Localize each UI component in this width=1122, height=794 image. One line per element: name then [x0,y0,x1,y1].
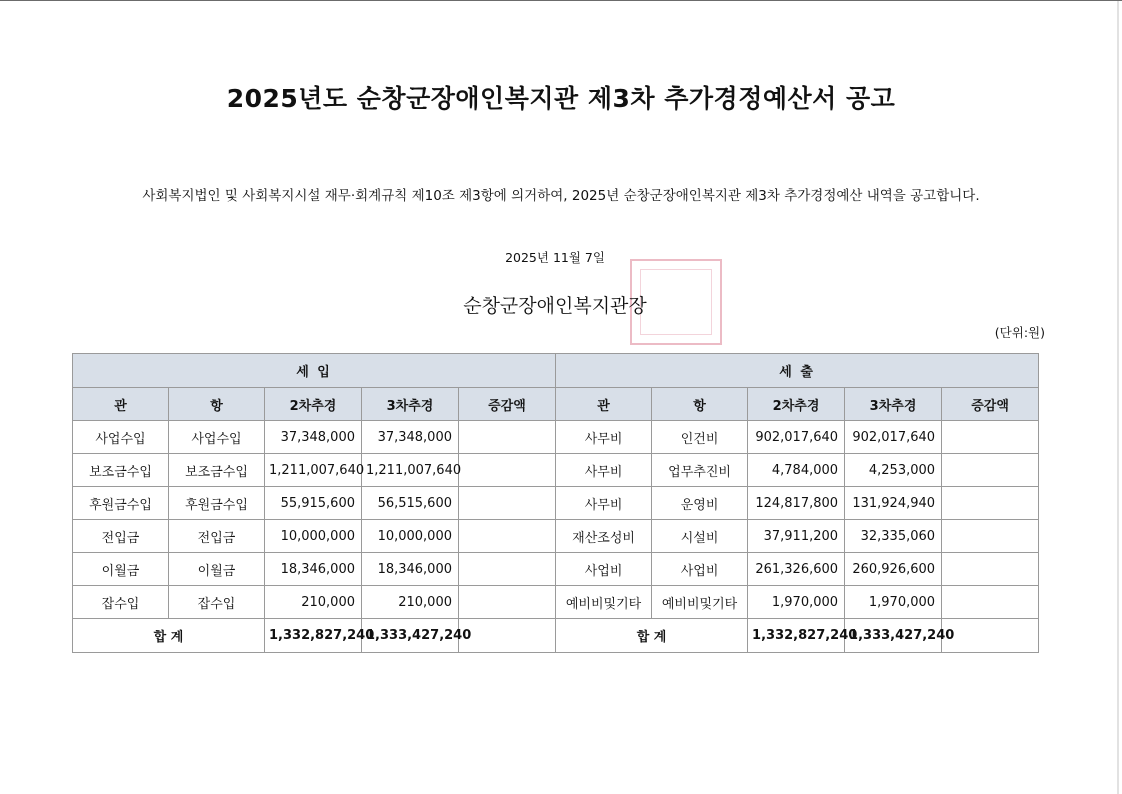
table-row [73,487,1039,520]
expense-col-gwan: 관 [556,388,652,421]
income-cell-second: 55,915,600 [265,487,362,520]
income-total-third: 1,333,427,240 [362,619,459,653]
expense-cell-hang: 시설비 [652,520,748,553]
expense-col-hang: 항 [652,388,748,421]
income-cell-hang: 후원금수입 [169,487,265,520]
expense-cell-gwan: 예비비및기타 [556,586,652,619]
income-cell-change [459,520,556,553]
expense-cell-gwan: 사무비 [556,454,652,487]
table-row [73,454,1039,487]
income-total-label: 합 계 [73,619,265,653]
expense-cell-hang: 사업비 [652,553,748,586]
expense-cell-change [942,454,1039,487]
expense-cell-third: 902,017,640 [845,421,942,454]
expense-cell-third: 131,924,940 [845,487,942,520]
table-row [73,421,1039,454]
income-cell-third: 37,348,000 [362,421,459,454]
expense-col-third: 3차추경 [845,388,942,421]
income-total-change [459,619,556,653]
document-title: 2025년도 순창군장애인복지관 제3차 추가경정예산서 공고 [226,84,896,113]
expense-cell-gwan: 사무비 [556,421,652,454]
income-cell-hang: 보조금수입 [169,454,265,487]
director-name: 순창군장애인복지관장 [463,295,647,317]
expense-total-change [942,619,1039,653]
income-col-hang: 항 [169,388,265,421]
income-section-header: 세 입 [73,354,556,388]
expense-cell-gwan: 사업비 [556,553,652,586]
income-cell-change [459,586,556,619]
expense-cell-gwan: 재산조성비 [556,520,652,553]
income-cell-second: 210,000 [265,586,362,619]
table-row [73,586,1039,619]
budget-table [72,353,1039,653]
income-cell-hang: 전입금 [169,520,265,553]
expense-cell-change [942,487,1039,520]
income-cell-change [459,454,556,487]
expense-cell-change [942,586,1039,619]
expense-cell-second: 37,911,200 [748,520,845,553]
income-cell-third: 10,000,000 [362,520,459,553]
expense-cell-hang: 운영비 [652,487,748,520]
income-cell-second: 1,211,007,640 [265,454,362,487]
income-cell-change [459,487,556,520]
expense-total-label: 합 계 [556,619,748,653]
expense-cell-third: 1,970,000 [845,586,942,619]
scan-edge [1117,1,1119,794]
expense-col-change: 증감액 [942,388,1039,421]
expense-col-second: 2차추경 [748,388,845,421]
income-cell-hang: 잡수입 [169,586,265,619]
income-col-third: 3차추경 [362,388,459,421]
income-cell-change [459,553,556,586]
expense-cell-second: 1,970,000 [748,586,845,619]
expense-cell-change [942,553,1039,586]
expense-cell-third: 260,926,600 [845,553,942,586]
announcement-date: 2025년 11월 7일 [505,250,605,265]
expense-cell-third: 4,253,000 [845,454,942,487]
income-total-second: 1,332,827,240 [265,619,362,653]
income-cell-hang: 사업수입 [169,421,265,454]
income-col-change: 증감액 [459,388,556,421]
expense-total-third: 1,333,427,240 [845,619,942,653]
expense-cell-second: 261,326,600 [748,553,845,586]
income-cell-third: 210,000 [362,586,459,619]
income-col-gwan: 관 [73,388,169,421]
unit-label: (단위:원) [994,325,1045,340]
income-col-second: 2차추경 [265,388,362,421]
column-header-row [73,388,1039,421]
income-cell-third: 18,346,000 [362,553,459,586]
income-cell-third: 56,515,600 [362,487,459,520]
expense-cell-hang: 예비비및기타 [652,586,748,619]
expense-total-second: 1,332,827,240 [748,619,845,653]
expense-cell-gwan: 사무비 [556,487,652,520]
expense-section-header: 세 출 [556,354,1039,388]
expense-cell-second: 124,817,800 [748,487,845,520]
income-cell-second: 37,348,000 [265,421,362,454]
expense-cell-hang: 인건비 [652,421,748,454]
income-cell-change [459,421,556,454]
table-row [73,553,1039,586]
expense-cell-third: 32,335,060 [845,520,942,553]
income-cell-third: 1,211,007,640 [362,454,459,487]
expense-cell-second: 4,784,000 [748,454,845,487]
income-cell-gwan: 전입금 [73,520,169,553]
income-cell-gwan: 보조금수입 [73,454,169,487]
income-cell-hang: 이월금 [169,553,265,586]
intro-text: 사회복지법인 및 사회복지시설 재무·회계규칙 제10조 제3항에 의거하여, 2025년 순창군장애인복지관 제3차 추가경정예산 내역을 공고합니다. [142,188,980,204]
income-cell-gwan: 사업수입 [73,421,169,454]
income-cell-gwan: 이월금 [73,553,169,586]
income-cell-second: 18,346,000 [265,553,362,586]
income-cell-second: 10,000,000 [265,520,362,553]
section-header-row [73,354,1039,388]
table-row [73,520,1039,553]
expense-cell-second: 902,017,640 [748,421,845,454]
income-cell-gwan: 잡수입 [73,586,169,619]
total-row [73,619,1039,653]
income-cell-gwan: 후원금수입 [73,487,169,520]
expense-cell-change [942,421,1039,454]
expense-cell-hang: 업무추진비 [652,454,748,487]
expense-cell-change [942,520,1039,553]
